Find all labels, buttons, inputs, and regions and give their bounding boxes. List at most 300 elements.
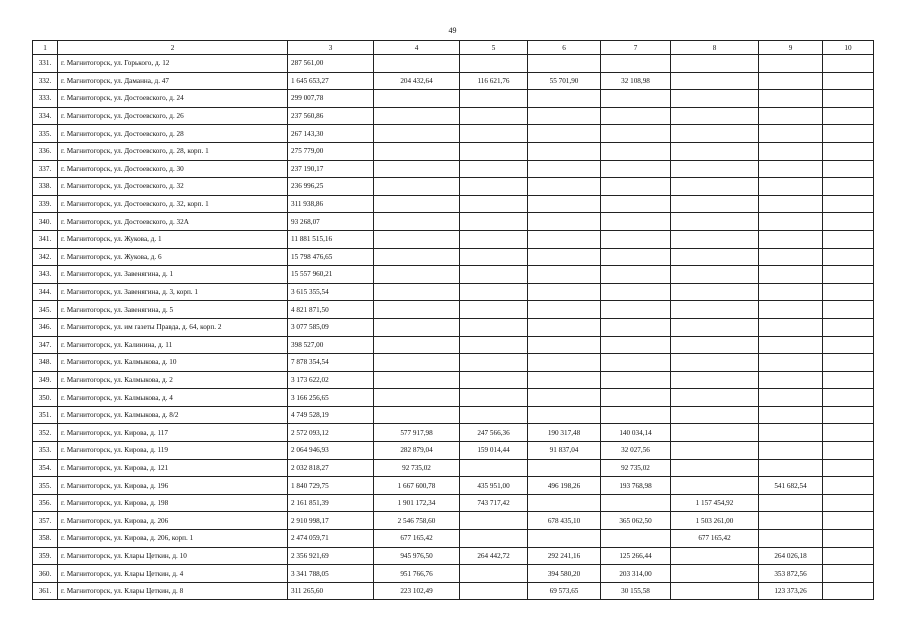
address-cell: г. Магнитогорск, ул. Достоевского, д. 32А <box>58 213 288 231</box>
col7-cell: 193 768,98 <box>601 477 671 495</box>
col7-cell <box>601 160 671 178</box>
col7-cell <box>601 125 671 143</box>
col7-cell <box>601 213 671 231</box>
col5-cell: 159 014,44 <box>460 442 528 460</box>
col7-cell: 92 735,02 <box>601 459 671 477</box>
col5-cell <box>460 125 528 143</box>
table-row <box>33 301 874 319</box>
col8-cell: 1 503 261,00 <box>671 512 759 530</box>
row-number: 337. <box>33 160 58 178</box>
col3-cell: 3 173 622,02 <box>288 371 374 389</box>
col10-cell <box>823 389 874 407</box>
col8-cell <box>671 178 759 196</box>
address-cell: г. Магнитогорск, ул. Кирова, д. 198 <box>58 494 288 512</box>
col4-cell <box>374 195 460 213</box>
col8-cell <box>671 406 759 424</box>
col9-cell <box>759 195 823 213</box>
col-header-9: 9 <box>759 41 823 55</box>
col9-cell <box>759 248 823 266</box>
table-row <box>33 107 874 125</box>
col7-cell <box>601 90 671 108</box>
row-number: 341. <box>33 230 58 248</box>
col9-cell: 353 872,56 <box>759 565 823 583</box>
col4-cell <box>374 301 460 319</box>
address-cell: г. Магнитогорск, ул. Достоевского, д. 32 <box>58 178 288 196</box>
col-header-10: 10 <box>823 41 874 55</box>
col10-cell <box>823 477 874 495</box>
col8-cell <box>671 142 759 160</box>
col6-cell: 69 573,65 <box>528 582 601 600</box>
col9-cell <box>759 512 823 530</box>
col9-cell: 264 026,18 <box>759 547 823 565</box>
table-row <box>33 459 874 477</box>
col8-cell: 1 157 454,92 <box>671 494 759 512</box>
col6-cell <box>528 459 601 477</box>
col9-cell <box>759 301 823 319</box>
col7-cell <box>601 178 671 196</box>
col6-cell: 190 317,48 <box>528 424 601 442</box>
col4-cell <box>374 142 460 160</box>
address-cell: г. Магнитогорск, ул. Достоевского, д. 24 <box>58 90 288 108</box>
address-cell: г. Магнитогорск, ул. Горького, д. 12 <box>58 55 288 73</box>
col8-cell <box>671 547 759 565</box>
col8-cell <box>671 459 759 477</box>
address-cell: г. Магнитогорск, ул. Кирова, д. 117 <box>58 424 288 442</box>
table-row <box>33 178 874 196</box>
col5-cell <box>460 336 528 354</box>
col4-cell <box>374 266 460 284</box>
col4-cell <box>374 371 460 389</box>
col4-cell: 945 976,50 <box>374 547 460 565</box>
col5-cell <box>460 90 528 108</box>
col10-cell <box>823 512 874 530</box>
col5-cell <box>460 230 528 248</box>
col8-cell <box>671 371 759 389</box>
col5-cell <box>460 55 528 73</box>
col10-cell <box>823 107 874 125</box>
col10-cell <box>823 142 874 160</box>
col3-cell: 4 821 871,50 <box>288 301 374 319</box>
col3-cell: 2 161 851,39 <box>288 494 374 512</box>
col6-cell <box>528 160 601 178</box>
row-number: 335. <box>33 125 58 143</box>
table-row <box>33 266 874 284</box>
col-header-4: 4 <box>374 41 460 55</box>
col10-cell <box>823 565 874 583</box>
col4-cell <box>374 160 460 178</box>
col6-cell <box>528 336 601 354</box>
col10-cell <box>823 530 874 548</box>
col3-cell: 237 560,86 <box>288 107 374 125</box>
col8-cell <box>671 336 759 354</box>
row-number: 347. <box>33 336 58 354</box>
col6-cell <box>528 318 601 336</box>
col7-cell <box>601 230 671 248</box>
col4-cell: 92 735,02 <box>374 459 460 477</box>
col6-cell <box>528 283 601 301</box>
col6-cell <box>528 230 601 248</box>
col7-cell <box>601 248 671 266</box>
col8-cell <box>671 230 759 248</box>
col10-cell <box>823 371 874 389</box>
col9-cell <box>759 160 823 178</box>
col3-cell: 3 077 585,09 <box>288 318 374 336</box>
address-cell: г. Магнитогорск, ул. Достоевского, д. 28 <box>58 125 288 143</box>
col4-cell <box>374 318 460 336</box>
table-row <box>33 371 874 389</box>
col4-cell <box>374 230 460 248</box>
col5-cell <box>460 213 528 231</box>
table-row <box>33 530 874 548</box>
col3-cell: 299 007,78 <box>288 90 374 108</box>
col4-cell: 951 766,76 <box>374 565 460 583</box>
address-cell: г. Магнитогорск, ул. Достоевского, д. 30 <box>58 160 288 178</box>
address-cell: г. Магнитогорск, ул. Калмыкова, д. 4 <box>58 389 288 407</box>
col7-cell <box>601 354 671 372</box>
table-row <box>33 565 874 583</box>
table-row <box>33 512 874 530</box>
col9-cell <box>759 442 823 460</box>
col8-cell <box>671 442 759 460</box>
table-row <box>33 195 874 213</box>
col4-cell: 677 165,42 <box>374 530 460 548</box>
col6-cell <box>528 266 601 284</box>
col5-cell <box>460 512 528 530</box>
col5-cell <box>460 142 528 160</box>
col6-cell <box>528 125 601 143</box>
address-cell: г. Магнитогорск, ул. Завенягина, д. 1 <box>58 266 288 284</box>
row-number: 333. <box>33 90 58 108</box>
row-number: 352. <box>33 424 58 442</box>
col3-cell: 4 749 528,19 <box>288 406 374 424</box>
col9-cell <box>759 72 823 90</box>
col10-cell <box>823 318 874 336</box>
row-number: 332. <box>33 72 58 90</box>
col4-cell <box>374 354 460 372</box>
col9-cell <box>759 354 823 372</box>
col8-cell <box>671 160 759 178</box>
col6-cell <box>528 107 601 125</box>
address-cell: г. Магнитогорск, ул. Клары Цеткин, д. 10 <box>58 547 288 565</box>
address-cell: г. Магнитогорск, ул. Достоевского, д. 28, корп. 1 <box>58 142 288 160</box>
col8-cell <box>671 213 759 231</box>
col6-cell: 496 198,26 <box>528 477 601 495</box>
row-number: 339. <box>33 195 58 213</box>
col5-cell <box>460 301 528 319</box>
table-row <box>33 72 874 90</box>
col5-cell <box>460 283 528 301</box>
col6-cell: 394 580,20 <box>528 565 601 583</box>
col5-cell <box>460 371 528 389</box>
address-cell: г. Магнитогорск, ул. Кирова, д. 119 <box>58 442 288 460</box>
table-row <box>33 160 874 178</box>
table-row <box>33 354 874 372</box>
row-number: 338. <box>33 178 58 196</box>
row-number: 351. <box>33 406 58 424</box>
table-row <box>33 248 874 266</box>
col9-cell <box>759 125 823 143</box>
col5-cell <box>460 178 528 196</box>
col5-cell: 247 566,36 <box>460 424 528 442</box>
col9-cell <box>759 55 823 73</box>
col6-cell <box>528 530 601 548</box>
col10-cell <box>823 582 874 600</box>
col9-cell <box>759 459 823 477</box>
col4-cell: 2 546 758,60 <box>374 512 460 530</box>
col8-cell <box>671 354 759 372</box>
col4-cell <box>374 336 460 354</box>
col10-cell <box>823 213 874 231</box>
col10-cell <box>823 459 874 477</box>
col6-cell <box>528 55 601 73</box>
col6-cell <box>528 248 601 266</box>
table-row <box>33 142 874 160</box>
table-row <box>33 283 874 301</box>
col7-cell <box>601 195 671 213</box>
col8-cell <box>671 582 759 600</box>
col5-cell <box>460 565 528 583</box>
col3-cell: 311 938,86 <box>288 195 374 213</box>
table-row <box>33 494 874 512</box>
row-number: 354. <box>33 459 58 477</box>
col8-cell <box>671 477 759 495</box>
col3-cell: 3 166 256,65 <box>288 389 374 407</box>
col9-cell <box>759 389 823 407</box>
col4-cell: 577 917,98 <box>374 424 460 442</box>
row-number: 336. <box>33 142 58 160</box>
col8-cell <box>671 72 759 90</box>
col9-cell <box>759 371 823 389</box>
col7-cell: 32 108,98 <box>601 72 671 90</box>
col4-cell <box>374 125 460 143</box>
col10-cell <box>823 178 874 196</box>
col9-cell <box>759 406 823 424</box>
row-number: 334. <box>33 107 58 125</box>
table-row <box>33 230 874 248</box>
col10-cell <box>823 55 874 73</box>
col9-cell <box>759 336 823 354</box>
col10-cell <box>823 230 874 248</box>
address-cell: г. Магнитогорск, ул. Калмыкова, д. 2 <box>58 371 288 389</box>
col6-cell <box>528 406 601 424</box>
row-number: 353. <box>33 442 58 460</box>
col9-cell <box>759 283 823 301</box>
col10-cell <box>823 72 874 90</box>
col4-cell: 1 667 600,78 <box>374 477 460 495</box>
col10-cell <box>823 336 874 354</box>
col7-cell <box>601 389 671 407</box>
col7-cell <box>601 107 671 125</box>
col5-cell <box>460 406 528 424</box>
col9-cell <box>759 266 823 284</box>
col7-cell <box>601 494 671 512</box>
address-cell: г. Магнитогорск, ул. Кирова, д. 121 <box>58 459 288 477</box>
row-number: 349. <box>33 371 58 389</box>
page-number: 49 <box>448 26 457 35</box>
col5-cell <box>460 107 528 125</box>
col3-cell: 1 840 729,75 <box>288 477 374 495</box>
row-number: 359. <box>33 547 58 565</box>
col8-cell <box>671 266 759 284</box>
row-number: 331. <box>33 55 58 73</box>
col5-cell <box>460 266 528 284</box>
col6-cell: 678 435,10 <box>528 512 601 530</box>
col10-cell <box>823 248 874 266</box>
col9-cell <box>759 178 823 196</box>
col7-cell: 32 027,56 <box>601 442 671 460</box>
row-number: 345. <box>33 301 58 319</box>
col8-cell <box>671 125 759 143</box>
col8-cell <box>671 55 759 73</box>
col7-cell: 140 034,14 <box>601 424 671 442</box>
col4-cell <box>374 90 460 108</box>
col9-cell <box>759 318 823 336</box>
col7-cell <box>601 371 671 389</box>
address-cell: г. Магнитогорск, ул. Калмыкова, д. 10 <box>58 354 288 372</box>
col5-cell <box>460 195 528 213</box>
col10-cell <box>823 442 874 460</box>
col4-cell: 1 901 172,34 <box>374 494 460 512</box>
col10-cell <box>823 266 874 284</box>
col10-cell <box>823 90 874 108</box>
address-cell: г. Магнитогорск, ул. Достоевского, д. 26 <box>58 107 288 125</box>
col9-cell <box>759 230 823 248</box>
col3-cell: 287 561,00 <box>288 55 374 73</box>
col6-cell <box>528 494 601 512</box>
col9-cell <box>759 530 823 548</box>
table-row <box>33 213 874 231</box>
col3-cell: 2 910 998,17 <box>288 512 374 530</box>
address-cell: г. Магнитогорск, ул. Клары Цеткин, д. 4 <box>58 565 288 583</box>
col10-cell <box>823 195 874 213</box>
col10-cell <box>823 283 874 301</box>
col-header-8: 8 <box>671 41 759 55</box>
row-number: 358. <box>33 530 58 548</box>
col8-cell <box>671 389 759 407</box>
col8-cell <box>671 301 759 319</box>
col3-cell: 311 265,60 <box>288 582 374 600</box>
address-cell: г. Магнитогорск, ул. Калмыкова, д. 8/2 <box>58 406 288 424</box>
col8-cell <box>671 195 759 213</box>
address-cell: г. Магнитогорск, ул. Даманна, д. 47 <box>58 72 288 90</box>
col3-cell: 1 645 653,27 <box>288 72 374 90</box>
col4-cell: 223 102,49 <box>374 582 460 600</box>
col10-cell <box>823 547 874 565</box>
col7-cell <box>601 530 671 548</box>
col10-cell <box>823 354 874 372</box>
col7-cell <box>601 266 671 284</box>
col3-cell: 2 474 059,71 <box>288 530 374 548</box>
col5-cell <box>460 582 528 600</box>
col5-cell: 264 442,72 <box>460 547 528 565</box>
table-body <box>33 55 874 600</box>
row-number: 361. <box>33 582 58 600</box>
col10-cell <box>823 125 874 143</box>
row-number: 355. <box>33 477 58 495</box>
row-number: 357. <box>33 512 58 530</box>
col4-cell <box>374 178 460 196</box>
col5-cell <box>460 459 528 477</box>
row-number: 342. <box>33 248 58 266</box>
col6-cell <box>528 195 601 213</box>
header-row <box>33 41 874 55</box>
col7-cell: 365 062,50 <box>601 512 671 530</box>
col5-cell <box>460 318 528 336</box>
col-header-5: 5 <box>460 41 528 55</box>
col6-cell <box>528 354 601 372</box>
col4-cell <box>374 406 460 424</box>
col6-cell <box>528 389 601 407</box>
col4-cell: 204 432,64 <box>374 72 460 90</box>
col4-cell <box>374 107 460 125</box>
address-cell: г. Магнитогорск, ул. Кирова, д. 206, корп. 1 <box>58 530 288 548</box>
col8-cell <box>671 248 759 266</box>
col10-cell <box>823 160 874 178</box>
row-number: 350. <box>33 389 58 407</box>
row-number: 356. <box>33 494 58 512</box>
col5-cell <box>460 354 528 372</box>
table-row <box>33 389 874 407</box>
table-row <box>33 336 874 354</box>
col3-cell: 2 032 818,27 <box>288 459 374 477</box>
col4-cell <box>374 389 460 407</box>
address-cell: г. Магнитогорск, ул. им газеты Правда, д. 64, корп. 2 <box>58 318 288 336</box>
table-row <box>33 406 874 424</box>
col5-cell <box>460 530 528 548</box>
col10-cell <box>823 424 874 442</box>
col6-cell: 55 701,90 <box>528 72 601 90</box>
col10-cell <box>823 494 874 512</box>
col-header-7: 7 <box>601 41 671 55</box>
col7-cell <box>601 406 671 424</box>
col7-cell <box>601 301 671 319</box>
col10-cell <box>823 406 874 424</box>
col6-cell <box>528 178 601 196</box>
col9-cell <box>759 494 823 512</box>
row-number: 348. <box>33 354 58 372</box>
col-header-6: 6 <box>528 41 601 55</box>
col4-cell <box>374 248 460 266</box>
col4-cell <box>374 55 460 73</box>
table-row <box>33 90 874 108</box>
col6-cell <box>528 90 601 108</box>
col3-cell: 15 798 476,65 <box>288 248 374 266</box>
col6-cell: 292 241,16 <box>528 547 601 565</box>
address-cell: г. Магнитогорск, ул. Жукова, д. 6 <box>58 248 288 266</box>
col5-cell: 435 951,00 <box>460 477 528 495</box>
col8-cell <box>671 90 759 108</box>
col6-cell: 91 837,04 <box>528 442 601 460</box>
col8-cell <box>671 424 759 442</box>
col5-cell <box>460 389 528 407</box>
col9-cell <box>759 424 823 442</box>
col-header-2: 2 <box>58 41 288 55</box>
table-row <box>33 424 874 442</box>
col3-cell: 7 878 354,54 <box>288 354 374 372</box>
table-row <box>33 318 874 336</box>
col9-cell: 123 373,26 <box>759 582 823 600</box>
address-cell: г. Магнитогорск, ул. Клары Цеткин, д. 8 <box>58 582 288 600</box>
table-row <box>33 125 874 143</box>
col3-cell: 3 615 355,54 <box>288 283 374 301</box>
col6-cell <box>528 213 601 231</box>
col9-cell: 541 682,54 <box>759 477 823 495</box>
col3-cell: 237 190,17 <box>288 160 374 178</box>
col8-cell <box>671 565 759 583</box>
address-cell: г. Магнитогорск, ул. Жукова, д. 1 <box>58 230 288 248</box>
row-number: 360. <box>33 565 58 583</box>
col8-cell <box>671 107 759 125</box>
